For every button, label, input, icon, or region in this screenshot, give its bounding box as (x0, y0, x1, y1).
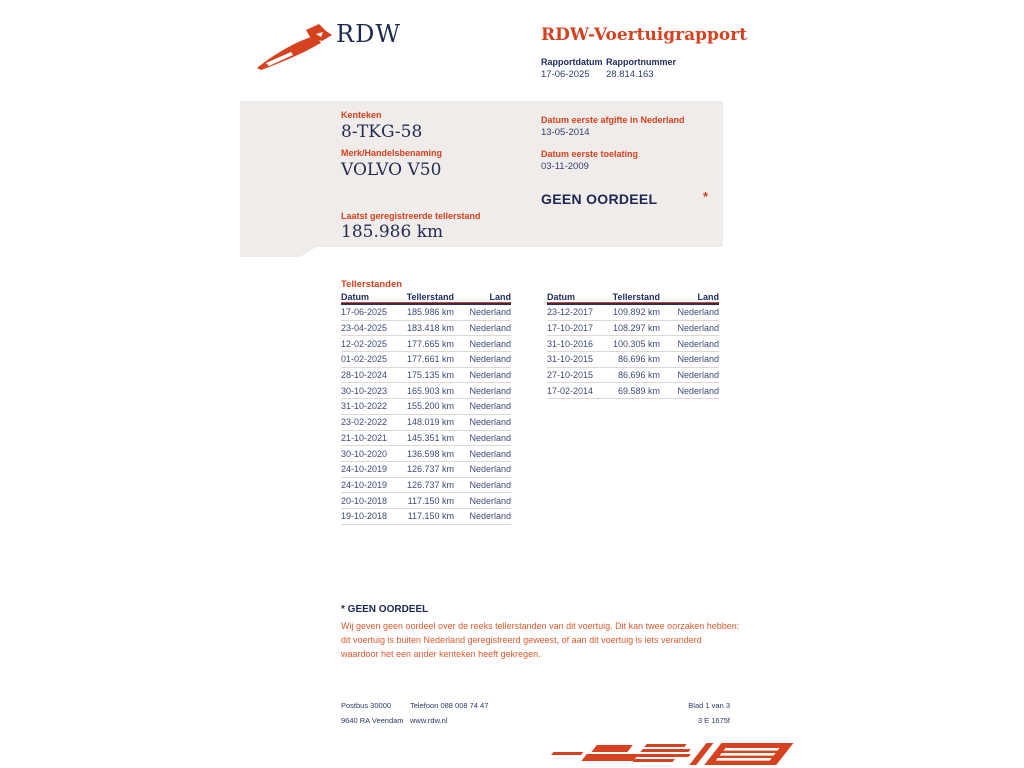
merk-label: Merk/Handelsbenaming (341, 148, 443, 158)
report-number-label: Rapportnummer (606, 57, 677, 67)
footer-page-number: Blad 1 van 3 (688, 701, 730, 710)
eerste-toelating-value: 03-11-2009 (541, 161, 589, 172)
date-cell: 31-10-2016 (547, 338, 594, 349)
odometer-cell: 183.418 km (406, 323, 454, 334)
column-header-tellerstand: Tellerstand (406, 292, 454, 302)
table-body (341, 305, 511, 525)
table-row (341, 446, 511, 462)
odometer-cell: 175.135 km (406, 370, 454, 381)
country-cell: Nederland (469, 323, 511, 334)
odometer-cell: 100.305 km (612, 338, 660, 349)
kenteken-value: 8-TKG-58 (341, 122, 423, 142)
country-cell: Nederland (677, 354, 719, 365)
table-row (547, 305, 719, 321)
odometer-cell: 177.661 km (406, 354, 454, 365)
odometer-cell: 86.696 km (617, 370, 660, 381)
odometer-cell: 86.696 km (617, 354, 660, 365)
odometer-cell: 148.019 km (406, 417, 454, 428)
report-date-value: 17-06-2025 (541, 69, 590, 80)
country-cell: Nederland (469, 354, 511, 365)
table-row (341, 399, 511, 415)
country-cell: Nederland (469, 432, 511, 443)
footer-phone: Telefoon 088 008 74 47 (410, 701, 489, 710)
table-row (341, 368, 511, 384)
odometer-cell: 165.903 km (406, 385, 454, 396)
odometer-cell: 155.200 km (406, 401, 454, 412)
table-row (341, 336, 511, 352)
odometer-cell: 126.737 km (406, 479, 454, 490)
odometer-cell: 145.351 km (406, 432, 454, 443)
footnote-body: Wij geven geen oordeel over de reeks tellerstanden van dit voertuig. Dit kan twee oorzaken hebben: dit voertuig is buiten Nederland geregistreerd geweest, of aan dit voertuig is iets veranderd waardoor het een ander kenteken heeft gekregen. (341, 621, 740, 659)
table-row (341, 352, 511, 368)
odometer-cell: 185.986 km (406, 307, 454, 318)
table-row (547, 336, 719, 352)
table-row (341, 415, 511, 431)
rdw-logo-text: RDW (336, 20, 401, 48)
table-row (341, 431, 511, 447)
odometer-cell: 117.150 km (407, 495, 454, 506)
odometer-table-left (341, 291, 511, 525)
table-body (547, 305, 719, 399)
verdict-asterisk: * (703, 189, 709, 204)
country-cell: Nederland (469, 495, 511, 506)
date-cell: 17-06-2025 (341, 307, 388, 318)
country-cell: Nederland (469, 385, 511, 396)
country-cell: Nederland (469, 448, 511, 459)
rdw-stripes-decoration-icon (545, 741, 805, 768)
date-cell: 28-10-2024 (341, 370, 388, 381)
column-header-land: Land (697, 292, 719, 302)
column-header-land: Land (489, 292, 511, 302)
country-cell: Nederland (469, 511, 511, 522)
date-cell: 20-10-2018 (341, 495, 388, 506)
table-row (341, 321, 511, 337)
date-cell: 30-10-2020 (341, 448, 388, 459)
table-row (547, 368, 719, 384)
column-header-datum: Datum (341, 292, 370, 302)
kenteken-label: Kenteken (341, 110, 382, 120)
eerste-toelating-label: Datum eerste toelating (541, 149, 639, 159)
report-date-label: Rapportdatum (541, 57, 603, 67)
odometer-cell: 117.150 km (407, 511, 454, 522)
column-header-datum: Datum (547, 292, 576, 302)
odometer-cell: 126.737 km (406, 464, 454, 475)
table-header-row (547, 291, 719, 302)
date-cell: 31-10-2015 (547, 354, 594, 365)
country-cell: Nederland (469, 370, 511, 381)
country-cell: Nederland (469, 479, 511, 490)
odometer-table-right (547, 291, 719, 399)
odometer-cell: 69.589 km (617, 385, 660, 396)
country-cell: Nederland (677, 338, 719, 349)
odometer-cell: 177.665 km (406, 338, 454, 349)
summary-panel-tab (240, 247, 316, 257)
footer-address-line1: Postbus 30000 (341, 701, 392, 710)
footer-form-code: 3 E 1675f (697, 716, 730, 725)
footer-website: www.rdw.nl (410, 716, 448, 725)
country-cell: Nederland (677, 307, 719, 318)
tellerstand-label: Laatst geregistreerde tellerstand (341, 211, 481, 221)
date-cell: 31-10-2022 (341, 401, 388, 412)
country-cell: Nederland (677, 385, 719, 396)
table-row (341, 462, 511, 478)
table-header-row (341, 291, 511, 302)
country-cell: Nederland (469, 338, 511, 349)
table-row (341, 509, 511, 525)
table-row (341, 383, 511, 399)
date-cell: 30-10-2023 (341, 385, 388, 396)
rdw-logo-bird-icon (256, 22, 334, 72)
country-cell: Nederland (677, 370, 719, 381)
table-row (341, 478, 511, 494)
date-cell: 17-02-2014 (547, 385, 594, 396)
date-cell: 12-02-2025 (341, 338, 388, 349)
merk-value: VOLVO V50 (341, 160, 442, 180)
report-number-value: 28.814.163 (606, 69, 654, 80)
date-cell: 23-04-2025 (341, 323, 388, 334)
date-cell: 01-02-2025 (341, 354, 388, 365)
date-cell: 23-12-2017 (547, 307, 594, 318)
date-cell: 27-10-2015 (547, 370, 594, 381)
odometer-cell: 109.892 km (612, 307, 660, 318)
table-row (547, 352, 719, 368)
table-row (341, 493, 511, 509)
eerste-afgifte-value: 13-05-2014 (541, 127, 590, 138)
table-row (547, 383, 719, 399)
odometer-cell: 108.297 km (612, 323, 660, 334)
eerste-afgifte-label: Datum eerste afgifte in Nederland (541, 115, 685, 125)
date-cell: 23-02-2022 (341, 417, 388, 428)
column-header-tellerstand: Tellerstand (612, 292, 660, 302)
date-cell: 19-10-2018 (341, 511, 388, 522)
tellerstand-value: 185.986 km (341, 222, 444, 242)
odometer-cell: 136.598 km (406, 448, 454, 459)
country-cell: Nederland (469, 417, 511, 428)
country-cell: Nederland (469, 464, 511, 475)
table-row (547, 321, 719, 337)
country-cell: Nederland (469, 307, 511, 318)
country-cell: Nederland (677, 323, 719, 334)
date-cell: 21-10-2021 (341, 432, 388, 443)
page-title: RDW-Voertuigrapport (541, 25, 748, 45)
table-row (341, 305, 511, 321)
verdict-badge: GEEN OORDEEL (541, 191, 658, 207)
date-cell: 24-10-2019 (341, 479, 388, 490)
footnote-title: * GEEN OORDEEL (341, 604, 429, 615)
date-cell: 17-10-2017 (547, 323, 594, 334)
country-cell: Nederland (469, 401, 511, 412)
tables-title: Tellerstanden (341, 279, 403, 290)
date-cell: 24-10-2019 (341, 464, 388, 475)
footer-address-line2: 9640 RA Veendam (341, 716, 404, 725)
